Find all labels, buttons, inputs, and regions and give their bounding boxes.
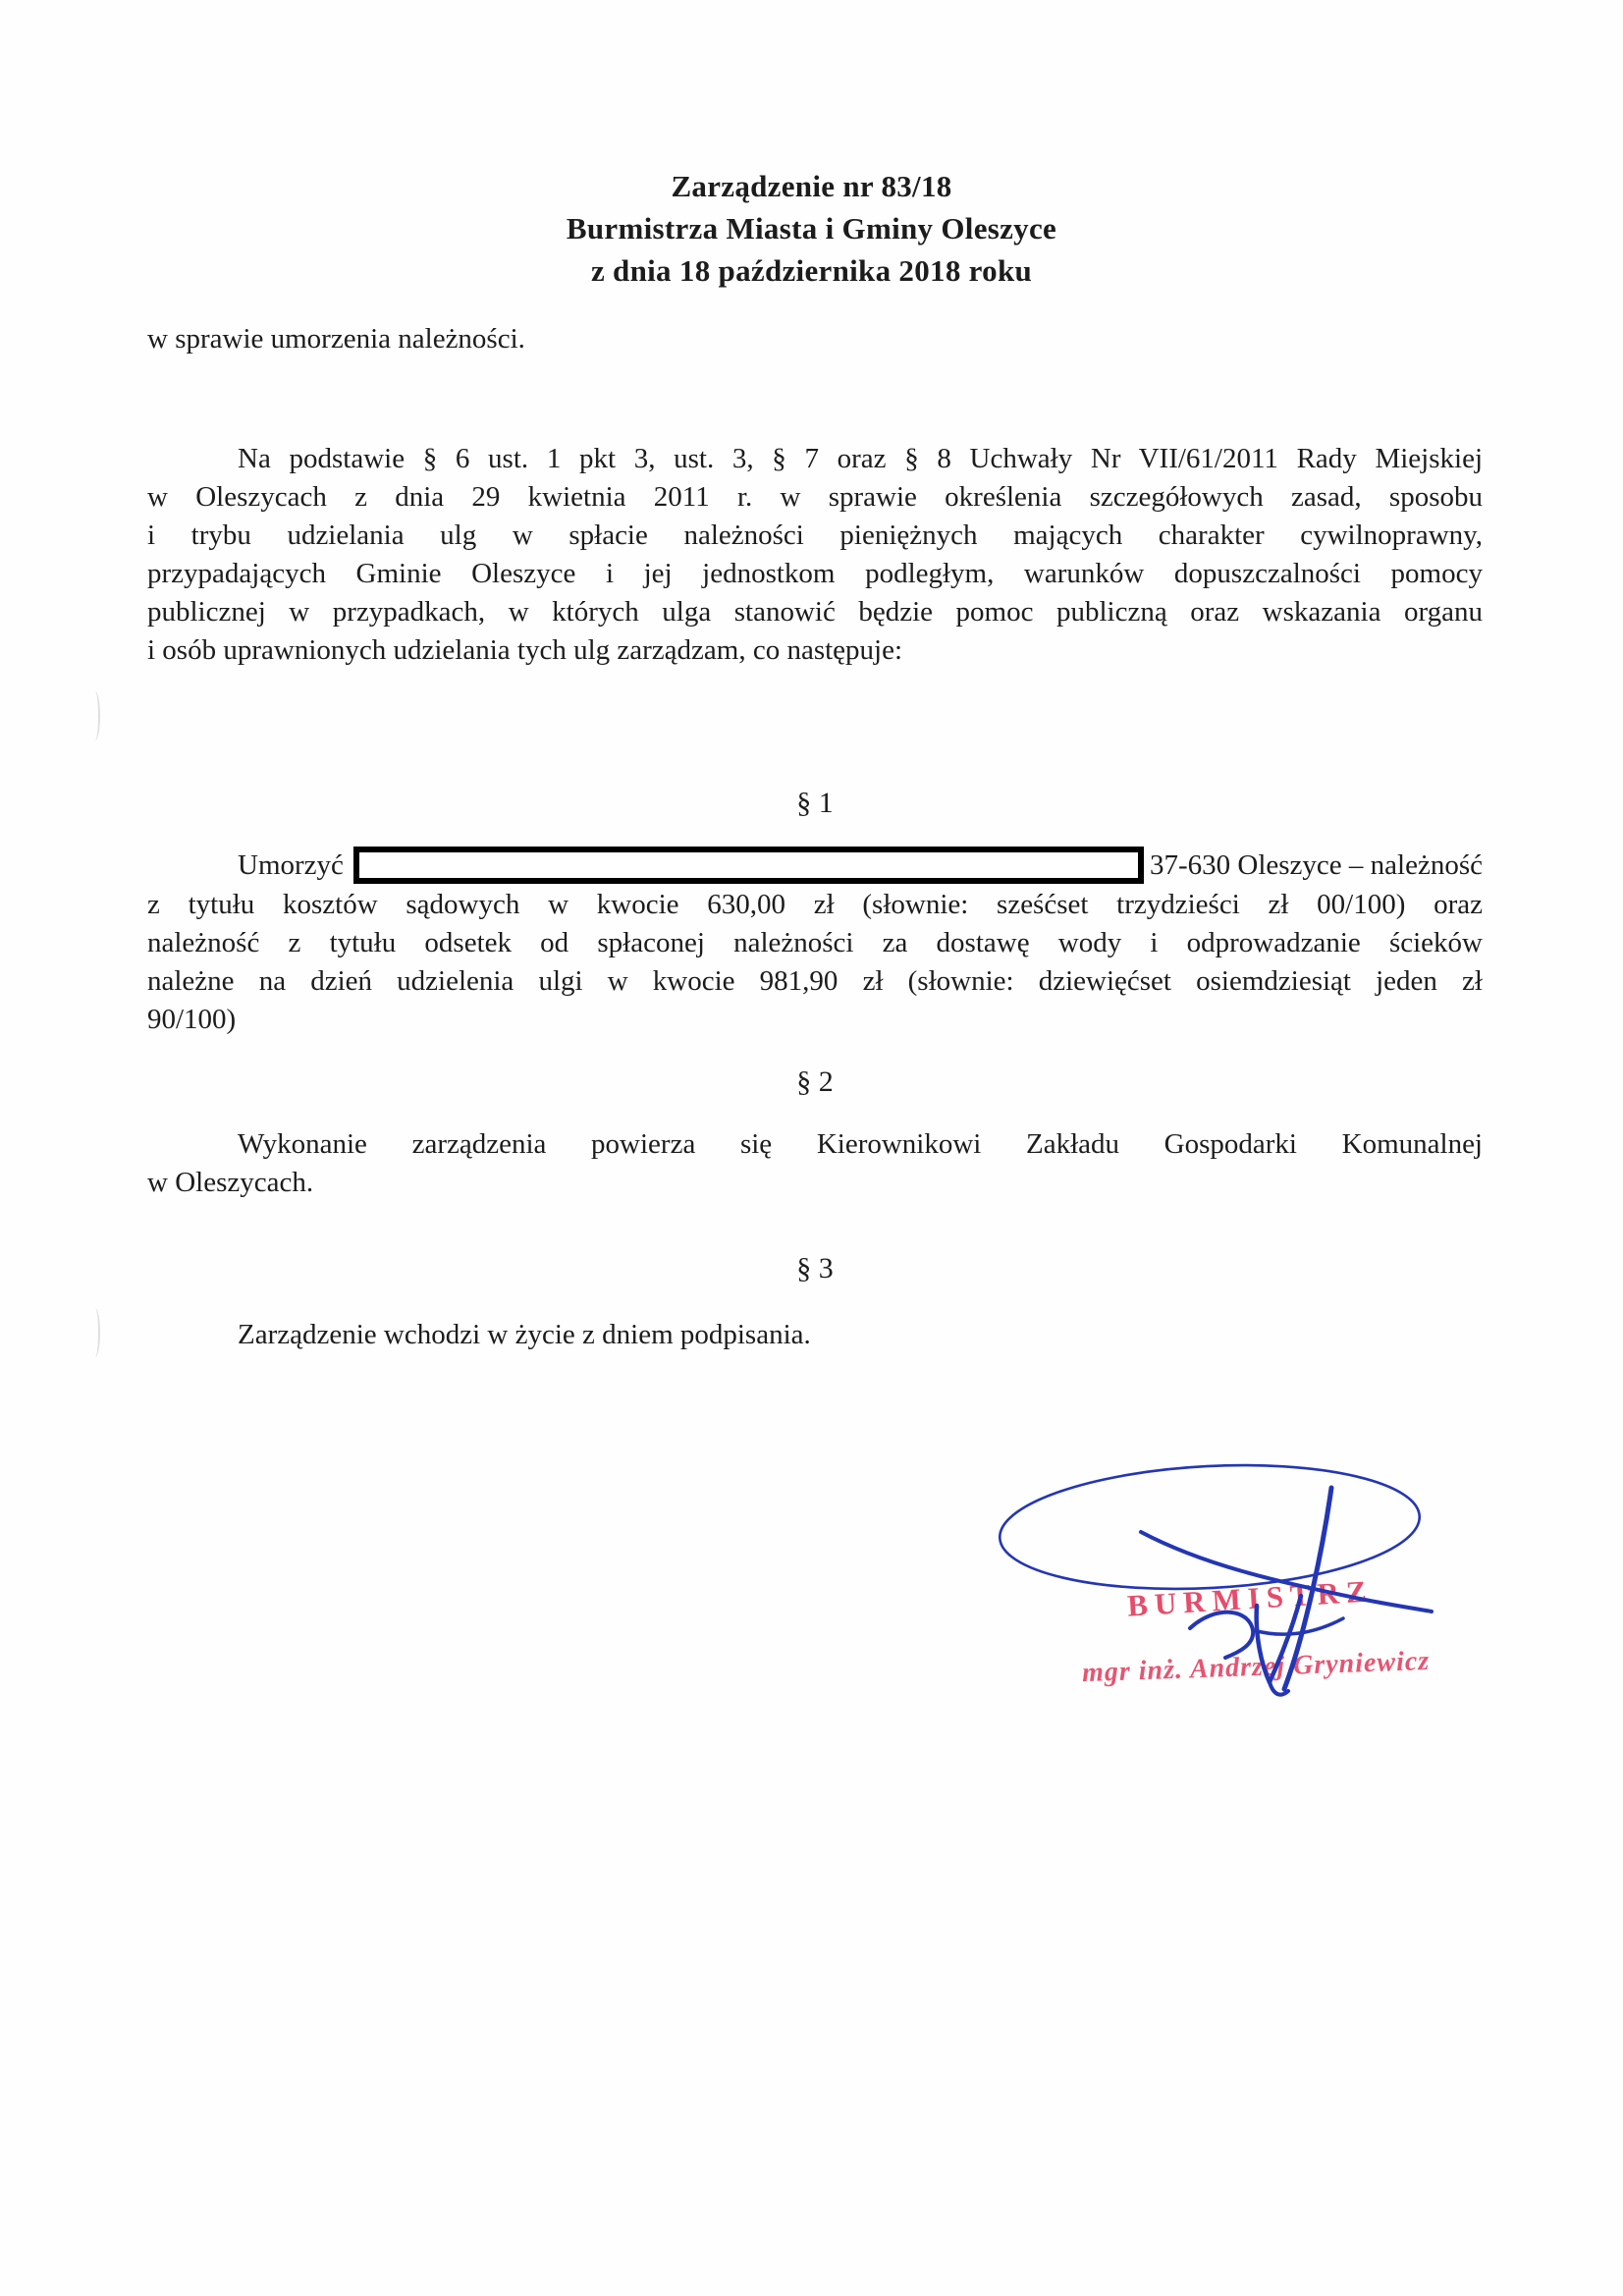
title-line-1: Zarządzenie nr 83/18 [671, 169, 952, 203]
legal-basis-paragraph [147, 440, 1483, 670]
section-1-heading: § 1 [796, 787, 834, 819]
section-3-text: Zarządzenie wchodzi w życie z dniem podpisania. [238, 1319, 811, 1350]
legal-basis-line: przypadających Gminie Oleszyce i jej jednostkom podległym, warunków dopuszczalności pomocy [147, 558, 1483, 589]
section-1-line-with-redaction [147, 845, 1483, 886]
section-1-line: z tytułu kosztów sądowych w kwocie 630,00 zł (słownie: sześćset trzydzieści zł 00/100) oraz [147, 889, 1483, 920]
document-title [0, 165, 1623, 292]
signature-area [962, 1404, 1522, 1728]
scan-artifact [90, 1308, 100, 1357]
section-2-heading: § 2 [796, 1066, 834, 1098]
mayor-stamp-name: mgr inż. Andrzej Gryniewicz [1081, 1645, 1431, 1689]
section-1-line: 90/100) [147, 1004, 237, 1035]
section-3-heading: § 3 [796, 1252, 834, 1285]
section-2-line: w Oleszycach. [147, 1167, 314, 1198]
title-line-2: Burmistrza Miasta i Gminy Oleszyce [566, 211, 1057, 246]
scan-artifact [90, 691, 100, 740]
mayor-stamp-title: BURMISTRZ [1126, 1573, 1375, 1623]
section-1-line: należność z tytułu odsetek od spłaconej należności za dostawę wody i odprowadzanie ścieków [147, 927, 1483, 958]
redaction-box [353, 847, 1144, 884]
section-1-prefix: Umorzyć [238, 848, 344, 881]
legal-basis-line: publicznej w przypadkach, w których ulga stanowić będzie pomoc publiczną oraz wskazania organu [147, 596, 1483, 628]
section-1-suffix: 37-630 Oleszyce – należność [1149, 848, 1483, 881]
legal-basis-line: i osób uprawnionych udzielania tych ulg zarządzam, co następuje: [147, 634, 903, 666]
title-line-3: z dnia 18 października 2018 roku [590, 253, 1033, 288]
legal-basis-line: Na podstawie § 6 ust. 1 pkt 3, ust. 3, § 7 oraz § 8 Uchwały Nr VII/61/2011 Rady Miejskiej [238, 443, 1483, 474]
section-1-paragraph [147, 845, 1483, 1039]
section-2-paragraph [147, 1125, 1483, 1202]
document-subject: w sprawie umorzenia należności. [147, 323, 525, 355]
section-1-line: należne na dzień udzielenia ulgi w kwocie 981,90 zł (słownie: dziewięćset osiemdziesiąt jeden zł [147, 965, 1483, 997]
section-2-line: Wykonanie zarządzenia powierza się Kierownikowi Zakładu Gospodarki Komunalnej [238, 1128, 1483, 1160]
legal-basis-line: w Oleszycach z dnia 29 kwietnia 2011 r. w sprawie określenia szczegółowych zasad, sposobu [147, 481, 1483, 513]
legal-basis-line: i trybu udzielania ulg w spłacie należności pieniężnych mających charakter cywilnoprawny, [147, 519, 1483, 551]
